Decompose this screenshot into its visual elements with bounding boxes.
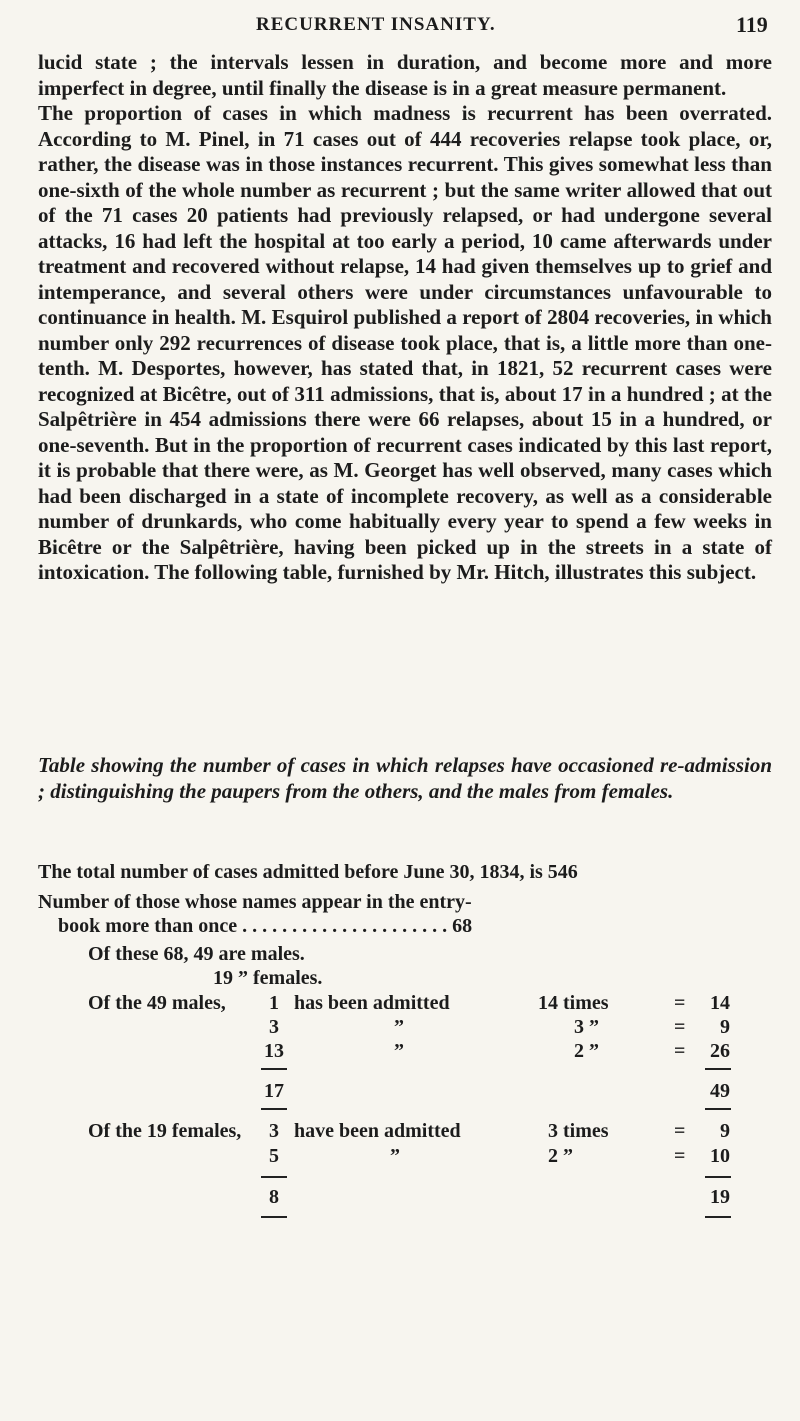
sum-rule bbox=[261, 1176, 287, 1178]
female-row-count: 3 bbox=[269, 1120, 279, 1142]
male-row-eq: = bbox=[674, 1016, 686, 1038]
female-total-result: 19 bbox=[710, 1186, 730, 1208]
female-row-result: 10 bbox=[710, 1145, 730, 1167]
males-intro: Of the 49 males, bbox=[88, 992, 226, 1014]
female-row-times: 2 ” bbox=[548, 1145, 573, 1167]
sum-rule bbox=[705, 1068, 731, 1070]
female-row-text: have been admitted bbox=[294, 1120, 461, 1142]
these-females-line: 19 ” females. bbox=[213, 967, 323, 989]
these-males-line: Of these 68, 49 are males. bbox=[88, 943, 305, 965]
total-cases-line: The total number of cases admitted before June 30, 1834, is 546 bbox=[38, 861, 578, 883]
male-row-text: ” bbox=[394, 1040, 404, 1062]
male-row-text: ” bbox=[394, 1016, 404, 1038]
female-row-result: 9 bbox=[720, 1120, 730, 1142]
male-total-count: 17 bbox=[264, 1080, 284, 1102]
page-number: 119 bbox=[736, 12, 768, 37]
male-row-times: 3 ” bbox=[574, 1016, 599, 1038]
female-row-count: 5 bbox=[269, 1145, 279, 1167]
entry-line-2: book more than once . . . . . . . . . . . . . . . . . . . . . 68 bbox=[58, 915, 473, 937]
entry-line-1: Number of those whose names appear in the entry- bbox=[38, 891, 472, 913]
running-header: RECURRENT INSANITY. bbox=[256, 14, 496, 35]
sum-rule bbox=[705, 1216, 731, 1218]
female-row-eq: = bbox=[674, 1145, 686, 1167]
sum-rule bbox=[261, 1068, 287, 1070]
female-row-times: 3 times bbox=[548, 1120, 609, 1142]
females-intro: Of the 19 females, bbox=[88, 1120, 242, 1142]
male-row-count: 13 bbox=[264, 1040, 284, 1062]
male-row-eq: = bbox=[674, 1040, 686, 1062]
body-text bbox=[38, 50, 772, 586]
sum-rule bbox=[705, 1108, 731, 1110]
paragraph: The proportion of cases in which madness is recurrent has been overrated. According to M. Pinel, in 71 cases out of 444 recoveries relapse took place, or, rather, the disease was in those instances recurrent. This gives somewhat less than one-sixth of the whole number as recurrent ; but the same writer allowed that out of the 71 cases 20 patients had previously relapsed, or had undergone several attacks, 16 had left the hospital at too early a period, 10 came afterwards under treatment and recovered without relapse, 14 had given themselves up to grief and intemperance, and several others were under circumstances unfavourable to continuance in health. M. Esquirol published a report of 2804 recoveries, in which number only 292 recurrences of disease took place, that is, a little more than one-tenth. M. Desportes, however, has stated that, in 1821, 52 recurrent cases were recognized at Bicêtre, out of 311 admissions, that is, about 17 in a hundred ; at the Salpêtrière in 454 admissions there were 66 relapses, about 15 in a hundred, or one-seventh. But in the proportion of recurrent cases indicated by this last report, it is probable that there were, as M. Georget has well observed, many cases which had been discharged in a state of incomplete recovery, as well as a considerable number of drunkards, who come habitually every year to spend a few weeks in Bicêtre or the Salpêtrière, having been picked up in the streets in a state of intoxication. The following table, furnished by Mr. Hitch, illustrates this subject. bbox=[38, 101, 772, 584]
table-caption: Table showing the number of cases in which relapses have occasioned re-admission ; distinguishing the paupers from the others, and the males from females. bbox=[38, 753, 772, 803]
male-row-text: has been admitted bbox=[294, 992, 450, 1014]
male-row-result: 26 bbox=[710, 1040, 730, 1062]
paragraph: lucid state ; the intervals lessen in duration, and become more and more imperfect in degree, until finally the disease is in a great measure permanent. bbox=[38, 50, 772, 100]
sum-rule bbox=[705, 1176, 731, 1178]
male-total-result: 49 bbox=[710, 1080, 730, 1102]
male-row-result: 14 bbox=[710, 992, 730, 1014]
male-row-count: 1 bbox=[269, 992, 279, 1014]
male-row-times: 2 ” bbox=[574, 1040, 599, 1062]
sum-rule bbox=[261, 1108, 287, 1110]
male-row-count: 3 bbox=[269, 1016, 279, 1038]
male-row-eq: = bbox=[674, 992, 686, 1014]
sum-rule bbox=[261, 1216, 287, 1218]
female-total-count: 8 bbox=[269, 1186, 279, 1208]
female-row-text: ” bbox=[390, 1145, 400, 1167]
male-row-times: 14 times bbox=[538, 992, 609, 1014]
female-row-eq: = bbox=[674, 1120, 686, 1142]
male-row-result: 9 bbox=[720, 1016, 730, 1038]
